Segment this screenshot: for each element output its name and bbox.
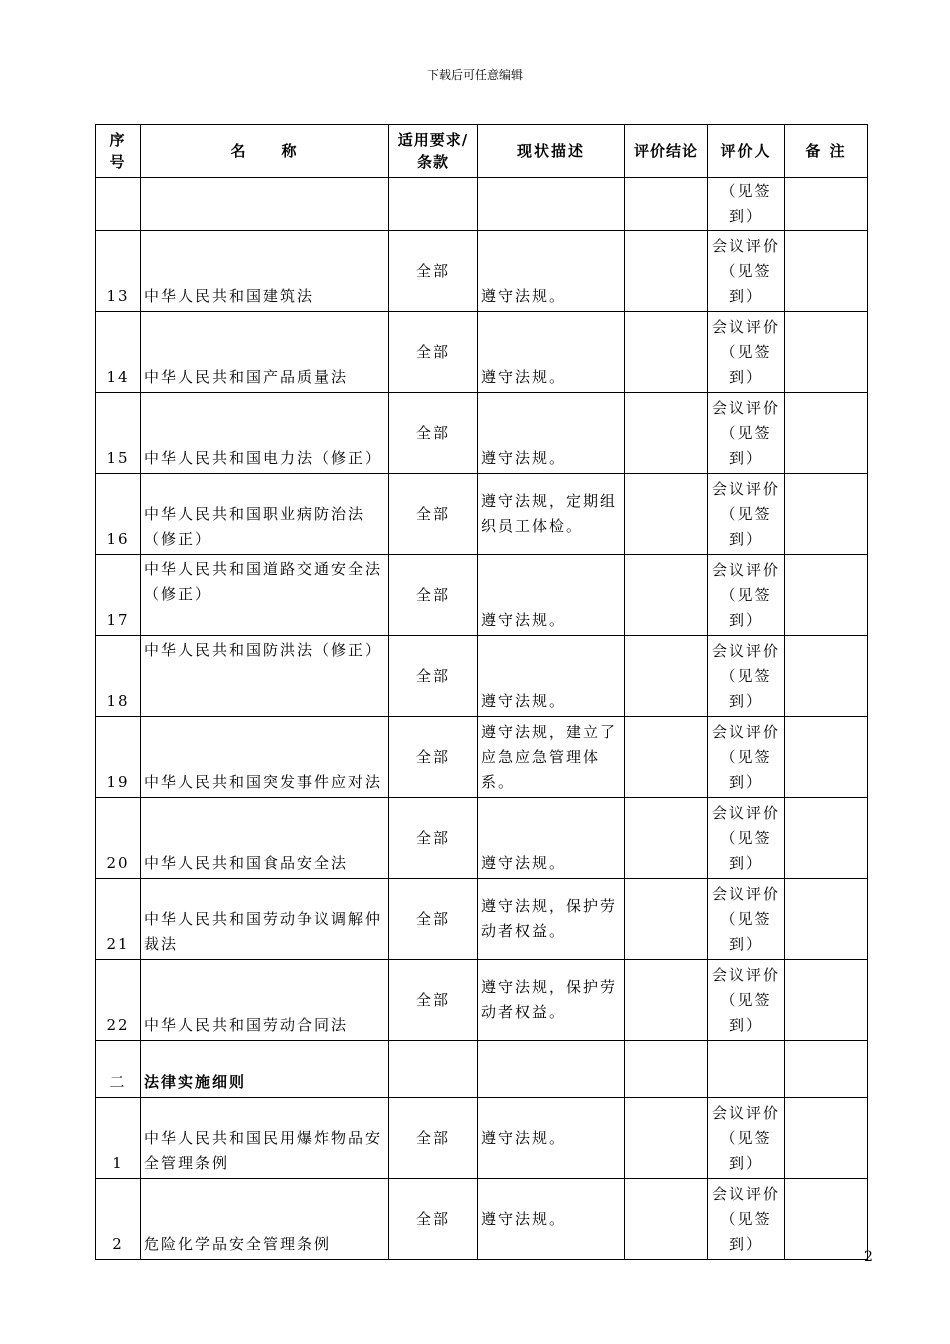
cell-name: 中华人民共和国电力法（修正） — [141, 393, 389, 474]
cell-index: 16 — [96, 474, 141, 555]
cell-description: 遵守法规。 — [478, 555, 625, 636]
cell-empty — [785, 1041, 868, 1098]
cell-empty — [478, 1041, 625, 1098]
cell-conclusion — [625, 474, 708, 555]
regulation-evaluation-table — [95, 124, 868, 1260]
cell-evaluator: 会议评价 （见签 到） — [708, 312, 785, 393]
cell-name: 中华人民共和国产品质量法 — [141, 312, 389, 393]
header-note: 下载后可任意编辑 — [426, 68, 523, 82]
cell-clause: 全部 — [389, 960, 478, 1041]
cell-description: 遵守法规。 — [478, 1098, 625, 1179]
cell-conclusion — [625, 393, 708, 474]
header-description: 现状描述 — [478, 125, 625, 178]
cell-index: 15 — [96, 393, 141, 474]
cell-remark — [785, 312, 868, 393]
cell-clause: 全部 — [389, 312, 478, 393]
cell-name: 危险化学品安全管理条例 — [141, 1179, 389, 1260]
cell-evaluator: 会议评价 （见签 到） — [708, 474, 785, 555]
cell-conclusion — [625, 960, 708, 1041]
cell-index: 18 — [96, 636, 141, 717]
cell-clause: 全部 — [389, 555, 478, 636]
cell-clause: 全部 — [389, 636, 478, 717]
cell-index: 1 — [96, 1098, 141, 1179]
table-row — [96, 636, 868, 717]
cell-remark — [785, 231, 868, 312]
cell-evaluator: 会议评价 （见签 到） — [708, 879, 785, 960]
table-row — [96, 960, 868, 1041]
cell-conclusion — [625, 636, 708, 717]
cell-conclusion — [625, 1098, 708, 1179]
cell-description: 遵守法规。 — [478, 312, 625, 393]
cell-name: 中华人民共和国劳动争议调解仲裁法 — [141, 879, 389, 960]
cell-name: 中华人民共和国建筑法 — [141, 231, 389, 312]
table-row — [96, 717, 868, 798]
cell-clause: 全部 — [389, 879, 478, 960]
table-row — [96, 555, 868, 636]
cell-clause: 全部 — [389, 798, 478, 879]
cell-remark — [785, 555, 868, 636]
table-row-continuation — [96, 178, 868, 231]
cell-description: 遵守法规。 — [478, 231, 625, 312]
section-row — [96, 1041, 868, 1098]
cell-remark — [785, 960, 868, 1041]
cell-evaluator: 会议评价 （见签 到） — [708, 555, 785, 636]
cell-index: 13 — [96, 231, 141, 312]
cell-remark — [785, 393, 868, 474]
cell-conclusion — [625, 717, 708, 798]
cell-index: 2 — [96, 1179, 141, 1260]
cell-name: 中华人民共和国劳动合同法 — [141, 960, 389, 1041]
cell-conclusion — [625, 1179, 708, 1260]
cell-clause: 全部 — [389, 717, 478, 798]
cell-name: 中华人民共和国食品安全法 — [141, 798, 389, 879]
cell-description — [478, 178, 625, 231]
cell-clause: 全部 — [389, 474, 478, 555]
cell-description: 遵守法规，保护劳动者权益。 — [478, 879, 625, 960]
header-conclusion: 评价结论 — [625, 125, 708, 178]
table-row — [96, 798, 868, 879]
cell-empty — [708, 1041, 785, 1098]
cell-index — [96, 178, 141, 231]
cell-remark — [785, 474, 868, 555]
cell-index: 17 — [96, 555, 141, 636]
cell-evaluator: 会议评价 （见签 到） — [708, 1179, 785, 1260]
section-index: 二 — [96, 1041, 141, 1098]
cell-remark — [785, 1098, 868, 1179]
cell-index: 19 — [96, 717, 141, 798]
cell-conclusion — [625, 798, 708, 879]
table-row — [96, 312, 868, 393]
table-header-row — [96, 125, 868, 178]
header-clause: 适用要求/ 条款 — [389, 125, 478, 178]
cell-conclusion — [625, 312, 708, 393]
header-remark: 备 注 — [785, 125, 868, 178]
cell-conclusion — [625, 178, 708, 231]
cell-name — [141, 178, 389, 231]
cell-description: 遵守法规。 — [478, 636, 625, 717]
cell-description: 遵守法规，保护劳动者权益。 — [478, 960, 625, 1041]
cell-name: 中华人民共和国突发事件应对法 — [141, 717, 389, 798]
cell-evaluator: 会议评价 （见签 到） — [708, 960, 785, 1041]
page-number: 2 — [864, 1249, 873, 1265]
cell-evaluator: 会议评价 （见签 到） — [708, 231, 785, 312]
table-row — [96, 1098, 868, 1179]
cell-name: 中华人民共和国道路交通安全法（修正） — [141, 555, 389, 636]
cell-description: 遵守法规，建立了应急应急管理体系。 — [478, 717, 625, 798]
cell-conclusion — [625, 555, 708, 636]
cell-conclusion — [625, 231, 708, 312]
cell-empty — [625, 1041, 708, 1098]
cell-description: 遵守法规。 — [478, 393, 625, 474]
cell-remark — [785, 717, 868, 798]
cell-name: 中华人民共和国防洪法（修正） — [141, 636, 389, 717]
cell-conclusion — [625, 879, 708, 960]
header-index: 序 号 — [96, 125, 141, 178]
cell-name: 中华人民共和国民用爆炸物品安全管理条例 — [141, 1098, 389, 1179]
header-evaluator: 评价人 — [708, 125, 785, 178]
cell-remark — [785, 798, 868, 879]
cell-name: 中华人民共和国职业病防治法（修正） — [141, 474, 389, 555]
cell-evaluator: 会议评价 （见签 到） — [708, 636, 785, 717]
cell-description: 遵守法规。 — [478, 798, 625, 879]
table-row — [96, 474, 868, 555]
cell-evaluator: 会议评价 （见签 到） — [708, 1098, 785, 1179]
cell-remark — [785, 178, 868, 231]
cell-index: 21 — [96, 879, 141, 960]
cell-clause: 全部 — [389, 393, 478, 474]
cell-evaluator: 会议评价 （见签 到） — [708, 717, 785, 798]
cell-evaluator: 会议评价 （见签 到） — [708, 393, 785, 474]
cell-evaluator: （见签 到） — [708, 178, 785, 231]
section-name: 法律实施细则 — [141, 1041, 389, 1098]
cell-index: 22 — [96, 960, 141, 1041]
cell-evaluator: 会议评价 （见签 到） — [708, 798, 785, 879]
cell-index: 14 — [96, 312, 141, 393]
cell-description: 遵守法规。 — [478, 1179, 625, 1260]
table-row — [96, 879, 868, 960]
cell-remark — [785, 879, 868, 960]
cell-description: 遵守法规，定期组织员工体检。 — [478, 474, 625, 555]
table-row — [96, 231, 868, 312]
table-row — [96, 1179, 868, 1260]
cell-clause — [389, 178, 478, 231]
cell-remark — [785, 1179, 868, 1260]
cell-empty — [389, 1041, 478, 1098]
cell-clause: 全部 — [389, 1098, 478, 1179]
header-name: 名 称 — [141, 125, 389, 178]
cell-clause: 全部 — [389, 1179, 478, 1260]
cell-remark — [785, 636, 868, 717]
cell-index: 20 — [96, 798, 141, 879]
cell-clause: 全部 — [389, 231, 478, 312]
table-row — [96, 393, 868, 474]
